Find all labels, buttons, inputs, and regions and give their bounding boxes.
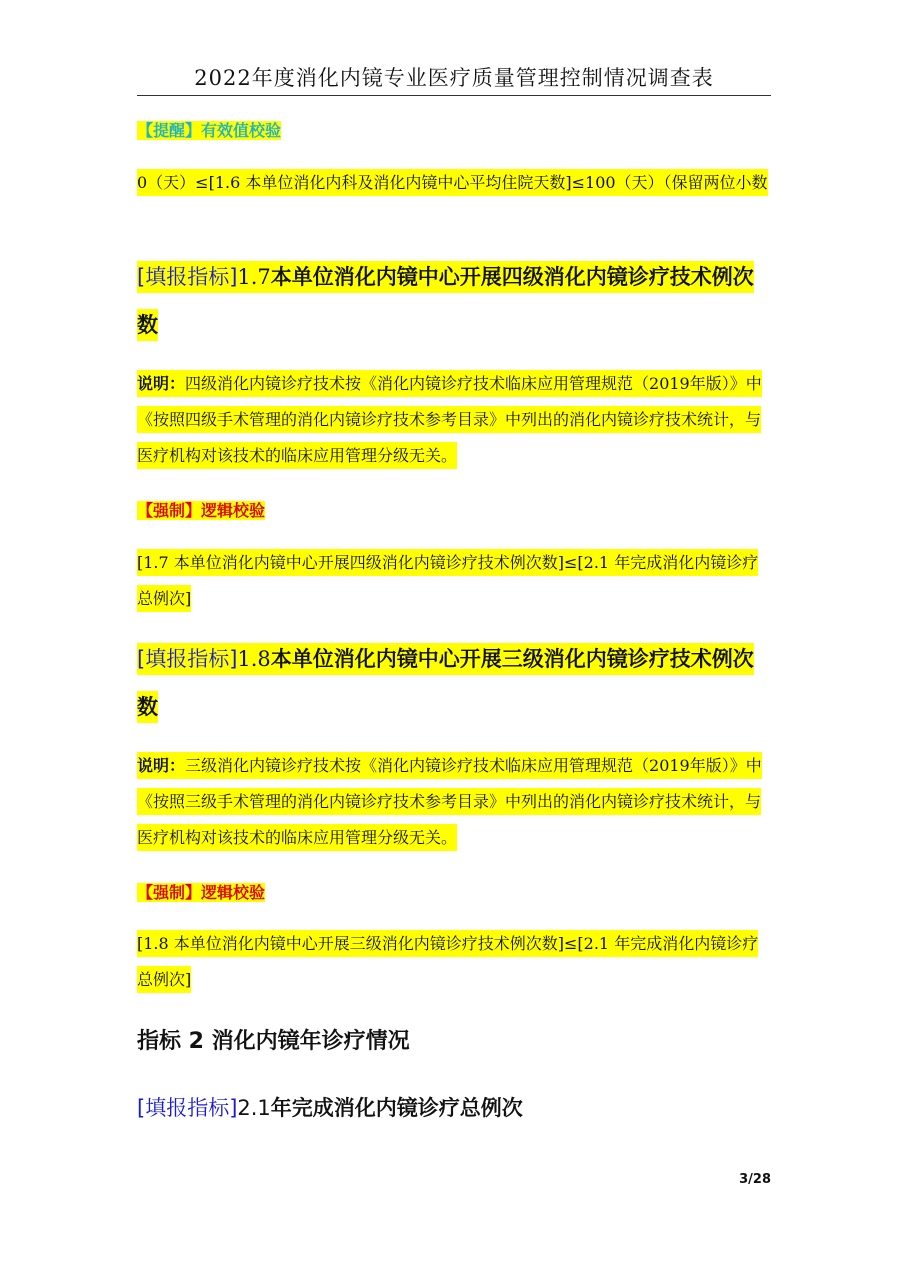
item-1-8-note-label: 说明： xyxy=(137,756,186,775)
item-1-7-force-heading xyxy=(137,498,771,521)
item-1-8-number: 1.8 xyxy=(237,647,271,671)
item-1-8-force-heading xyxy=(137,880,771,903)
item-2-1-heading xyxy=(137,1092,771,1122)
reminder-text: 有效值校验 xyxy=(201,121,282,140)
item-1-8-heading xyxy=(137,635,771,731)
reminder-heading xyxy=(137,118,771,141)
page-header-title: 2022年度消化内镜专业医疗质量管理控制情况调查表 xyxy=(194,66,714,90)
item-1-7-rule xyxy=(137,545,771,617)
item-1-7-label: [填报指标] xyxy=(137,265,238,289)
validity-rule-text: 0（天）≤[1.6 本单位消化内科及消化内镜中心平均住院天数]≤100（天）（保留两位小数 xyxy=(137,169,768,196)
item-1-8-note-text: 三级消化内镜诊疗技术按《消化内镜诊疗技术临床应用管理规范（2019年版）》中《按照三级手术管理的消化内镜诊疗技术参考目录》中列出的消化内镜诊疗技术统计，与医疗机构对该技术的临床应用管理分级无关。 xyxy=(137,756,762,847)
item-1-8-rule xyxy=(137,926,771,998)
item-1-8-rule-text: [1.8 本单位消化内镜中心开展三级消化内镜诊疗技术例次数]≤[2.1 年完成消化内镜诊疗总例次] xyxy=(137,930,758,993)
section-2-title: 指标 2 消化内镜年诊疗情况 xyxy=(137,1029,410,1054)
item-2-1-number: 2.1 xyxy=(237,1096,271,1120)
item-1-7-heading xyxy=(137,253,771,349)
item-1-8-title: 本单位消化内镜中心开展三级消化内镜诊疗技术例次数 xyxy=(137,647,754,719)
item-1-8-label: [填报指标] xyxy=(137,647,238,671)
item-1-7-title: 本单位消化内镜中心开展四级消化内镜诊疗技术例次数 xyxy=(137,265,754,337)
page-number: 3/28 xyxy=(739,1172,771,1187)
item-2-1-label: [填报指标] xyxy=(137,1096,238,1120)
item-1-7-force-text: 逻辑校验 xyxy=(201,501,266,520)
header-divider xyxy=(137,95,771,96)
reminder-tag: 【提醒】 xyxy=(137,121,202,140)
item-1-7-force-tag: 【强制】 xyxy=(137,501,202,520)
item-1-7-note-text: 四级消化内镜诊疗技术按《消化内镜诊疗技术临床应用管理规范（2019年版）》中《按照四级手术管理的消化内镜诊疗技术参考目录》中列出的消化内镜诊疗技术统计，与医疗机构对该技术的临床应用管理分级无关。 xyxy=(137,374,762,465)
item-1-8-force-tag: 【强制】 xyxy=(137,883,202,902)
item-1-8-force-text: 逻辑校验 xyxy=(201,883,266,902)
item-2-1-title: 年完成消化内镜诊疗总例次 xyxy=(270,1096,523,1120)
item-1-8-note xyxy=(137,748,771,856)
item-1-7-rule-text: [1.7 本单位消化内镜中心开展四级消化内镜诊疗技术例次数]≤[2.1 年完成消化内镜诊疗总例次] xyxy=(137,549,758,612)
validity-rule xyxy=(137,165,771,201)
item-1-7-number: 1.7 xyxy=(237,265,271,289)
item-1-7-note xyxy=(137,366,771,474)
item-1-7-note-label: 说明： xyxy=(137,374,186,393)
